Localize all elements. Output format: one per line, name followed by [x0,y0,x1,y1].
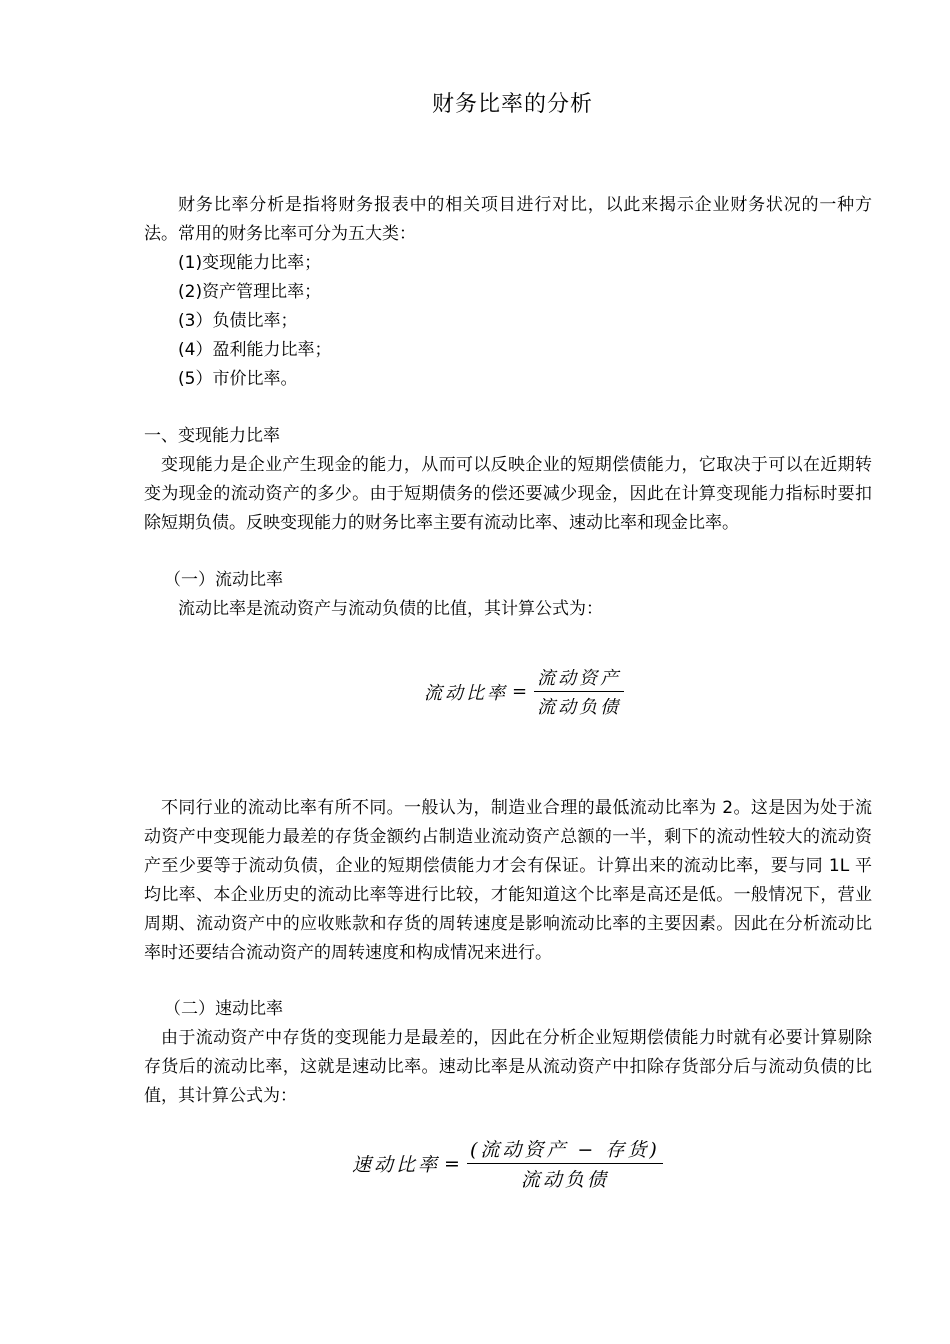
current-ratio-formula [424,664,624,719]
formula-equals: = [512,681,531,702]
formula-numerator: (流动资产 − 存货) [467,1135,663,1164]
category-item-4: (4）盈利能力比率； [178,340,332,360]
current-ratio-paragraph: 不同行业的流动比率有所不同。一般认为，制造业合理的最低流动比率为 2。这是因为处于流动资产中变现能力最差的存货金额约占制造业流动资产总额的一半，剩下的流动性较大的流动资产至少要等于流动负债，企业的短期偿债能力才会有保证。计算出来的流动比率，要与同 1L 平均比率、本企业历史的流动比率等进行比较，才能知道这个比率是高还是低。一般情况下，营业周期、流动资产中的应收账款和存货的周转速度是影响流动比率的主要因素。因此在分析流动比率时还要结合流动资产的周转速度和构成情况来进行。 [144,798,872,963]
formula-fraction [467,1135,663,1192]
subsection-heading-current-ratio: （一）流动比率 [164,570,283,590]
category-item-2: (2)资产管理比率； [178,282,322,302]
formula-fraction [534,664,624,719]
quick-ratio-formula [352,1135,663,1192]
quick-ratio-paragraph: 由于流动资产中存货的变现能力是最差的，因此在分析企业短期偿债能力时就有必要计算剔除存货后的流动比率，这就是速动比率。速动比率是从流动资产中扣除存货部分后与流动负债的比值，其计算公式为： [144,1028,872,1106]
category-item-5: (5）市价比率。 [178,369,298,389]
category-item-1: (1)变现能力比率； [178,253,322,273]
formula-denominator: 流动负债 [537,697,622,718]
formula-lhs: 流动比率 [424,682,508,704]
formula-numerator: 流动资产 [534,664,624,692]
formula-equals: = [444,1152,463,1175]
formula-lhs: 速动比率 [352,1154,441,1176]
formula-denominator: 流动负债 [520,1169,609,1191]
subsection-heading-quick-ratio: （二）速动比率 [164,999,283,1019]
current-ratio-intro: 流动比率是流动资产与流动负债的比值，其计算公式为： [178,599,603,619]
section-heading-liquidity: 一、变现能力比率 [144,426,280,446]
category-item-3: (3）负债比率； [178,311,298,331]
intro-paragraph: 财务比率分析是指将财务报表中的相关项目进行对比，以此来揭示企业财务状况的一种方法。常用的财务比率可分为五大类： [144,195,872,244]
document-title: 财务比率的分析 [431,92,593,117]
section-liquidity-paragraph: 变现能力是企业产生现金的能力，从而可以反映企业的短期偿债能力，它取决于可以在近期转变为现金的流动资产的多少。由于短期债务的偿还要减少现金，因此在计算变现能力指标时要扣除短期负债。反映变现能力的财务比率主要有流动比率、速动比率和现金比率。 [144,455,872,533]
